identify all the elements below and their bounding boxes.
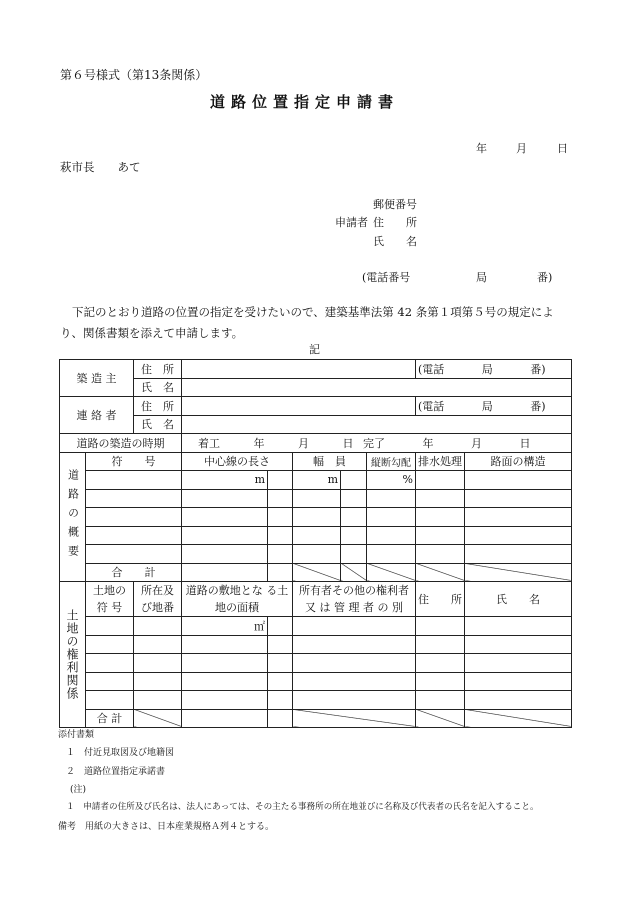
table-row (60, 434, 572, 453)
ki-label: 記 (309, 343, 320, 356)
table-row (60, 452, 572, 471)
table-row (60, 563, 572, 582)
builder-label: 築 造 主 (60, 360, 134, 397)
builder-name-label: 氏 名 (134, 378, 182, 397)
table-row (60, 617, 572, 636)
col-land-address: 住 所 (416, 582, 465, 617)
postal-code-label: 郵便番号 (373, 198, 417, 211)
applicant-label: 申請者 (335, 216, 368, 229)
table-row (60, 378, 572, 397)
finish-day-label: 日 (519, 436, 531, 450)
table-row (60, 360, 572, 379)
contact-label: 連 絡 者 (60, 397, 134, 434)
col-symbol: 符 号 (86, 452, 182, 471)
col-land-name: 氏 名 (465, 582, 572, 617)
applicant-address-label: 住 所 (373, 216, 417, 229)
col-owner: 所有者その他の権利者又 は 管 理 者 の 別 (293, 582, 416, 617)
note-1: １ 申請者の住所及び氏名は、法人にあっては、その主たる事務所の所在地並びに名称及び代表者の氏名を記入すること。 (66, 802, 539, 812)
applicant-phone-number: 番) (537, 271, 553, 284)
contact-address-label: 住 所 (134, 397, 182, 416)
contact-phone-field[interactable] (416, 397, 572, 416)
table-row (60, 397, 572, 416)
page-title: 道路位置指定申請書 (210, 93, 400, 111)
contact-name-label: 氏 名 (134, 415, 182, 434)
date-year-label: 年 (476, 142, 487, 155)
start-day-label: 日 (342, 436, 354, 450)
builder-name-field[interactable] (182, 378, 572, 397)
unit-percent: % (367, 471, 416, 490)
col-length: 中心線の長さ (182, 452, 293, 471)
start-month-label: 月 (298, 436, 309, 450)
attached-item-1: １ 付近見取図及び地籍図 (66, 748, 175, 758)
table-row (60, 582, 572, 617)
table-row (60, 526, 572, 545)
table-row (60, 545, 572, 564)
land-total-label: 合 計 (86, 709, 134, 728)
form-number: 第６号様式（第13条関係） (60, 68, 208, 82)
col-land-symbol: 土地の 符 号 (86, 582, 134, 617)
applicant-phone-exchange: 局 (476, 271, 487, 284)
phone-exchange-label: 局 (481, 399, 493, 413)
applicant-name-label: 氏 名 (373, 235, 417, 248)
remark: 備考 用紙の大きさは、日本産業規格Ａ列４とする。 (58, 822, 275, 832)
finish-label: 完了 (363, 436, 385, 450)
finish-year-label: 年 (422, 436, 434, 450)
col-drain: 排水処理 (416, 452, 465, 471)
table-row (60, 471, 572, 490)
note-label: (注) (70, 785, 87, 795)
col-slope: 縦断勾配 (367, 452, 416, 471)
table-row (60, 508, 572, 527)
contact-address-field[interactable] (182, 397, 416, 416)
finish-month-label: 月 (471, 436, 482, 450)
road-overview-label: 道路の概要 (60, 452, 86, 582)
application-table (59, 359, 572, 728)
date-month-label: 月 (516, 142, 527, 155)
unit-m: m (293, 471, 341, 490)
builder-phone-field[interactable] (416, 360, 572, 379)
road-total-label: 合 計 (86, 563, 182, 582)
builder-address-label: 住 所 (134, 360, 182, 379)
unit-m2: ㎡ (182, 617, 268, 636)
addressee: 萩市長 あて (60, 160, 141, 174)
attached-item-2: ２ 道路位置指定承諾書 (66, 767, 166, 777)
period-label: 道路の築造の時期 (60, 434, 182, 453)
table-row (60, 635, 572, 654)
start-label: 着工 (198, 436, 220, 450)
table-row (60, 691, 572, 710)
builder-address-field[interactable] (182, 360, 416, 379)
attached-docs-label: 添付書類 (58, 730, 95, 740)
col-surface: 路面の構造 (465, 452, 572, 471)
unit-m: m (182, 471, 268, 490)
phone-open-label: (電話 (418, 362, 445, 376)
col-location: 所在及 び地番 (134, 582, 182, 617)
date-day-label: 日 (557, 142, 568, 155)
applicant-phone-label: (電話番号 (362, 271, 411, 284)
table-row (60, 709, 572, 728)
table-row (60, 654, 572, 673)
phone-open-label: (電話 (418, 399, 445, 413)
period-field[interactable] (182, 434, 572, 453)
land-rights-label: 土地の権利関係 (60, 582, 86, 728)
phone-exchange-label: 局 (481, 362, 493, 376)
phone-close-label: 番) (530, 399, 546, 413)
contact-name-field[interactable] (182, 415, 572, 434)
table-row (60, 489, 572, 508)
request-paragraph: 下記のとおり道路の位置の指定を受けたいので、建築基準法第 42 条第１項第５号の規定により、関係書類を添えて申請します。 (60, 305, 554, 340)
table-row (60, 672, 572, 691)
phone-close-label: 番) (530, 362, 546, 376)
col-width: 幅 員 (293, 452, 367, 471)
col-area: 道路の敷地とな る土地の面積 (182, 582, 293, 617)
table-row (60, 415, 572, 434)
start-year-label: 年 (253, 436, 265, 450)
